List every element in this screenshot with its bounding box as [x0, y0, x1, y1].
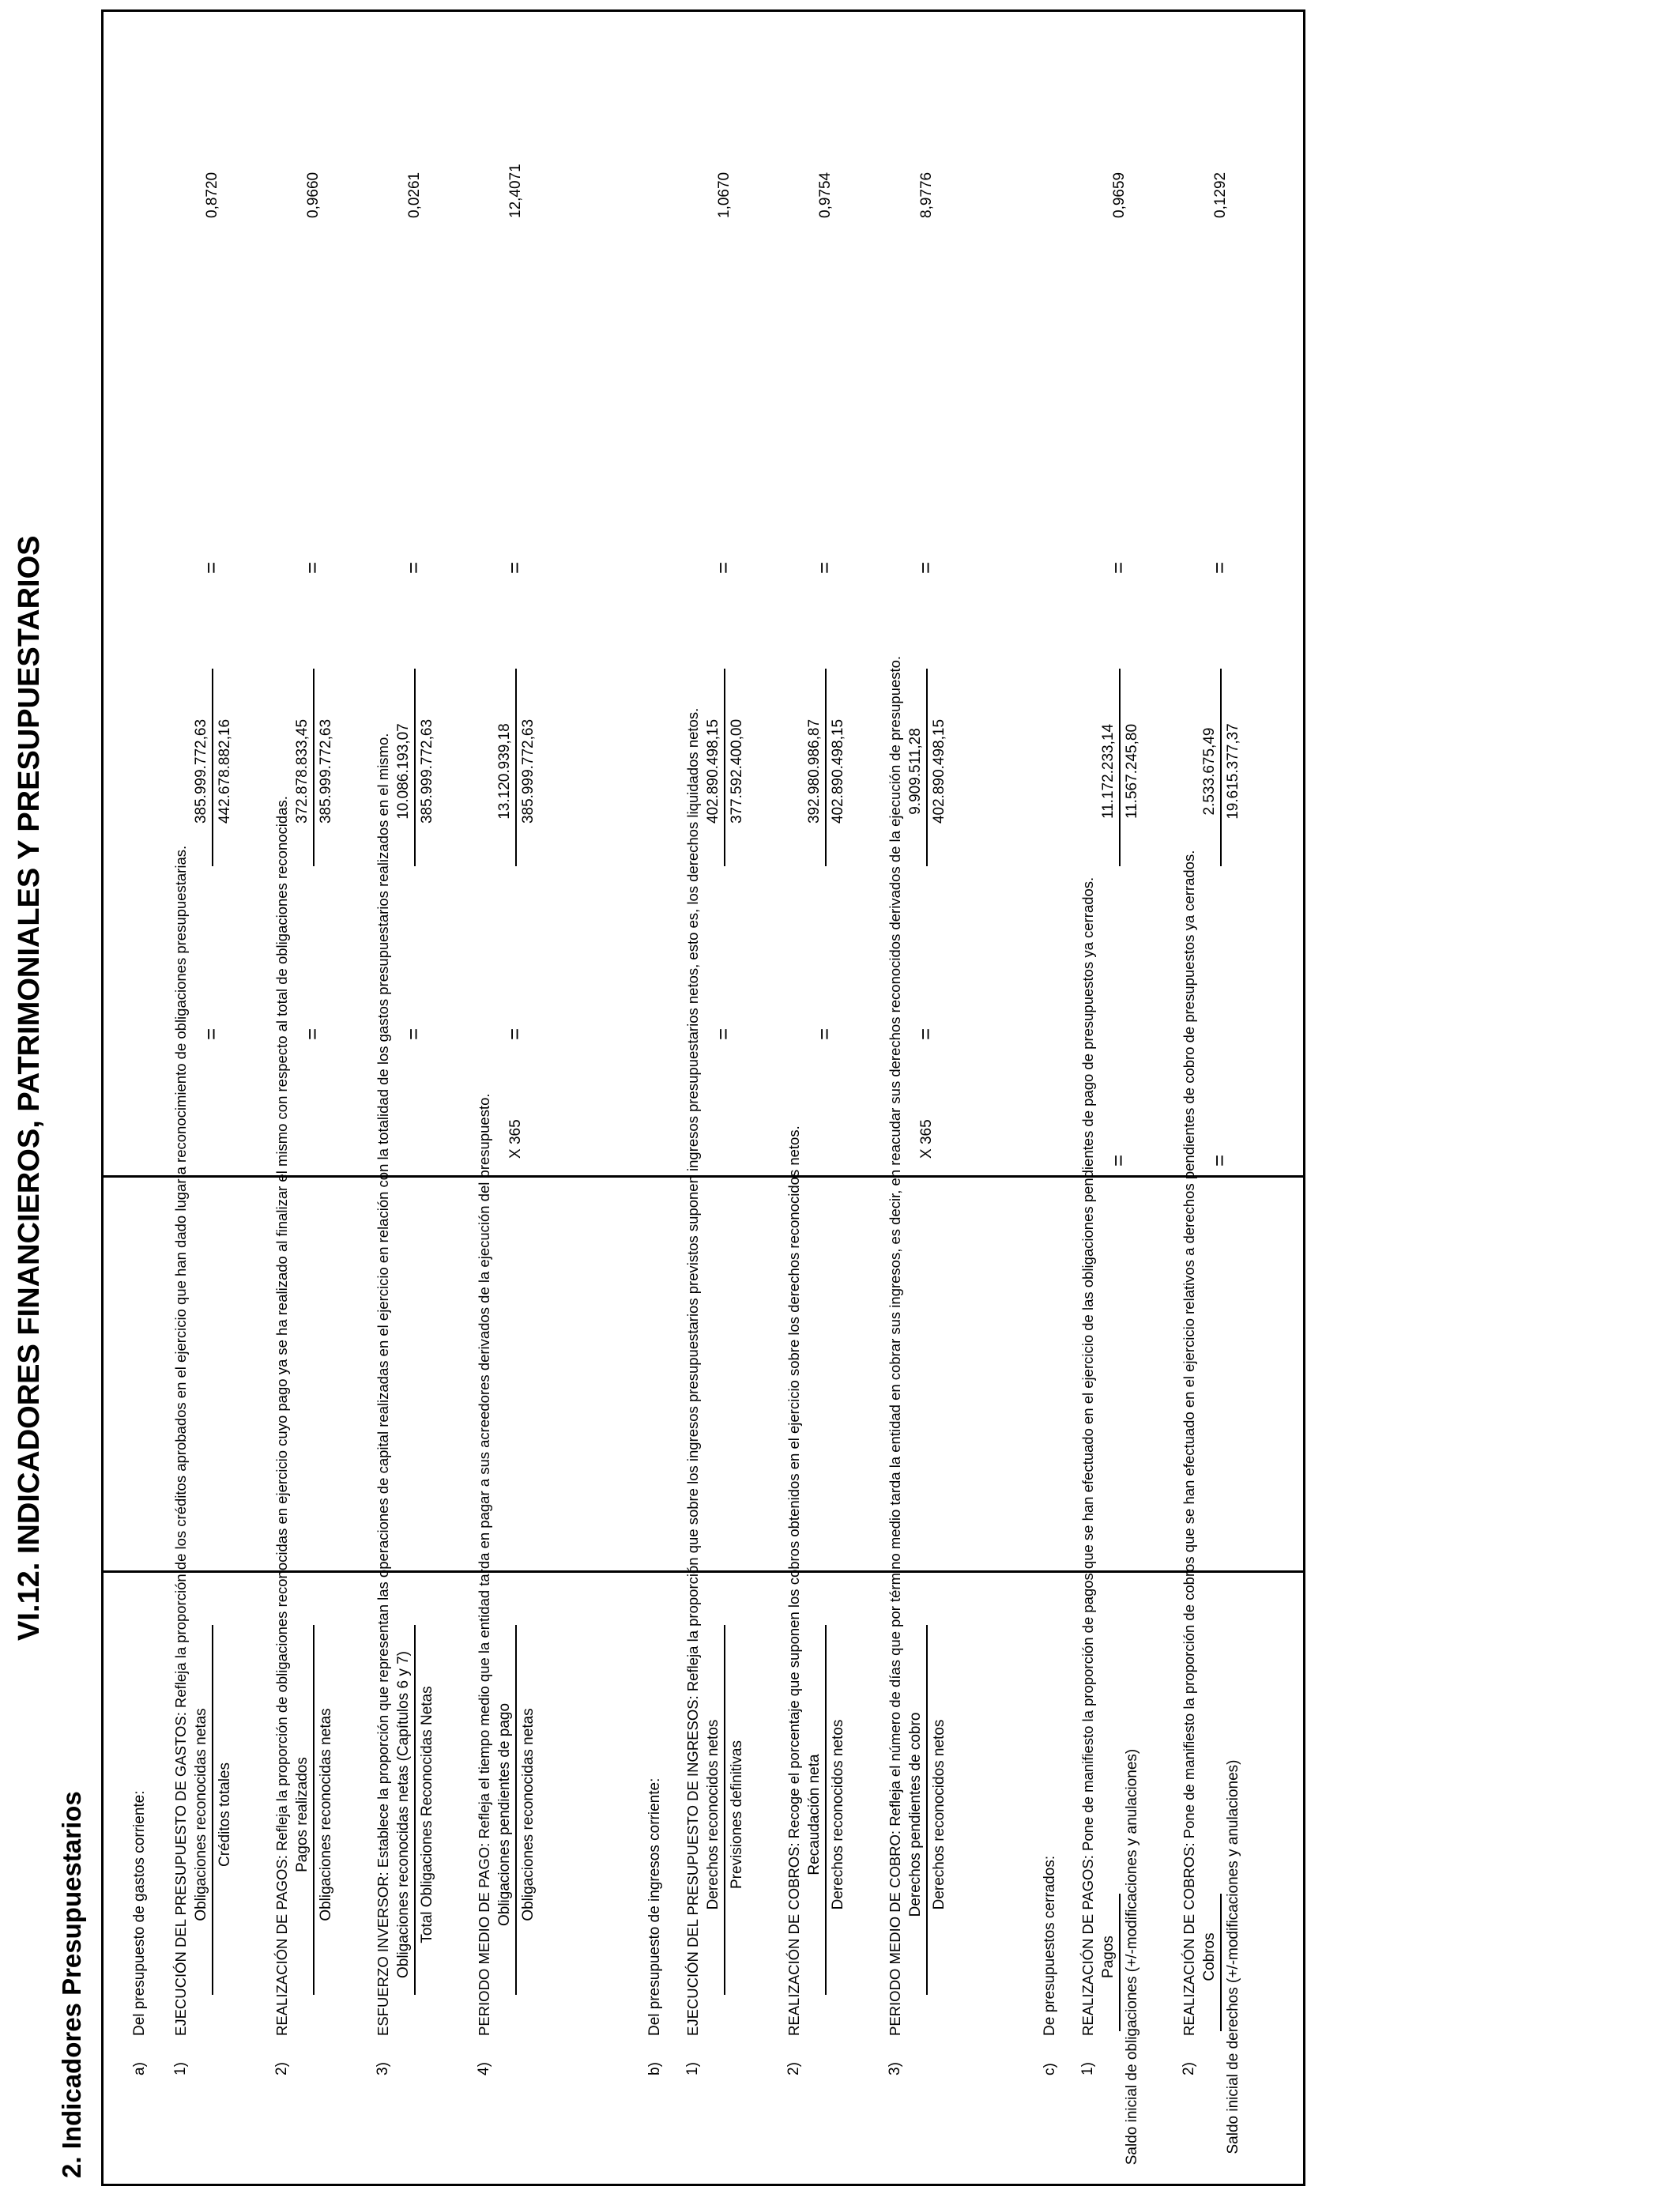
equals-sign: = — [1106, 1154, 1130, 1167]
equals-sign: = — [401, 561, 425, 574]
fraction-line-values — [313, 669, 315, 866]
denominator-label: Total Obligaciones Reconocidas Netas — [419, 1686, 435, 1943]
item-number: 4) — [476, 2062, 492, 2075]
denominator-value: 11.567.245,80 — [1124, 723, 1140, 820]
equals-sign: = — [401, 1027, 425, 1040]
fraction-line-values — [515, 669, 517, 866]
numerator-value: 9.909.511,28 — [907, 728, 924, 815]
numerator-label: Pagos realizados — [294, 1757, 311, 1872]
denominator-label: Obligaciones reconocidas netas — [520, 1708, 537, 1921]
result-value: 8,9776 — [918, 172, 935, 218]
denominator-value: 385.999.772,63 — [520, 718, 537, 824]
fraction-line-values — [1220, 669, 1222, 866]
result-value: 1,0670 — [716, 172, 733, 218]
section-letter: b) — [646, 2062, 663, 2075]
multiplier: X 365 — [507, 1119, 524, 1159]
numerator-label: Derechos pendientes de cobro — [907, 1712, 924, 1917]
result-value: 0,9659 — [1111, 172, 1128, 218]
denominator-label: Previsiones definitivas — [729, 1740, 745, 1889]
item-number: 1) — [684, 2062, 701, 2075]
numerator-label: Recaudación neta — [806, 1754, 823, 1875]
item-description: PERIODO MEDIO DE PAGO: Refleja el tiempo medio que la entidad tarda en pagar a sus acreedores derivados de la ejecución del presupuesto. — [476, 1093, 492, 2036]
section-label: Del presupuesto de ingresos corriente: — [646, 1777, 663, 2036]
fraction-line-values — [926, 669, 928, 866]
equals-sign: = — [300, 1027, 324, 1040]
fraction-line-labels — [825, 1625, 827, 1995]
numerator-value: 11.172.233,14 — [1100, 723, 1117, 820]
equals-sign: = — [503, 1027, 526, 1040]
equals-sign: = — [1207, 561, 1231, 574]
numerator-label: Derechos reconocidos netos — [705, 1719, 721, 1910]
item-description: EJECUCIÓN DEL PRESUPUESTO DE GASTOS: Refleja la proporción de los créditos aprobados en el ejercicio que han dado lugar a reconocimiento de obligaciones presupuestarias. — [172, 845, 189, 2036]
fraction-line-labels — [414, 1625, 416, 1995]
equals-sign: = — [711, 1027, 735, 1040]
fraction-line-values — [212, 669, 213, 866]
item-number: 3) — [887, 2062, 903, 2075]
equals-sign: = — [913, 1027, 937, 1040]
section-letter: a) — [131, 2062, 148, 2075]
equals-sign: = — [199, 1027, 223, 1040]
numerator-label: Obligaciones reconocidas netas (Capítulos 6 y 7) — [395, 1650, 412, 1979]
fraction-line-values — [414, 669, 416, 866]
fraction-line-labels — [212, 1625, 213, 1995]
item-number: 3) — [375, 2062, 391, 2075]
page-title: VI.12. INDICADORES FINANCIEROS, PATRIMONIALES Y PRESUPUESTARIOS — [13, 535, 46, 1641]
denominator-value: 442.678.882,16 — [217, 718, 233, 824]
numerator-value: 372.878.833,45 — [294, 718, 311, 824]
equals-sign: = — [1207, 1154, 1231, 1167]
result-value: 0,9754 — [817, 172, 834, 218]
denominator-label: Derechos reconocidos netos — [830, 1719, 846, 1910]
result-value: 0,8720 — [204, 172, 220, 218]
multiplier: X 365 — [918, 1119, 935, 1159]
item-description: REALIZACIÓN DE COBROS: Pone de manifiesto la proporción de cobros que se han efectuado en el ejercicio relativos a derechos pendientes de cobro de presupuestos ya cerrados. — [1181, 850, 1197, 2036]
denominator-value: 19.615.377,37 — [1225, 723, 1241, 820]
fraction-line-values — [724, 669, 725, 866]
numerator-label: Pagos — [1100, 1936, 1117, 1978]
equals-sign: = — [503, 561, 526, 574]
equals-sign: = — [1106, 561, 1130, 574]
section-label: De presupuestos cerrados: — [1042, 1855, 1058, 2036]
denominator-label: Obligaciones reconocidas netas — [318, 1708, 334, 1921]
equals-sign: = — [913, 561, 937, 574]
fraction-line-labels — [313, 1625, 315, 1995]
fraction-line-labels — [1119, 1894, 1121, 2031]
item-number: 2) — [273, 2062, 290, 2075]
denominator-value: 385.999.772,63 — [318, 718, 334, 824]
equals-sign: = — [199, 561, 223, 574]
section-label: Del presupuesto de gastos corriente: — [131, 1790, 148, 2036]
numerator-value: 402.890.498,15 — [705, 718, 721, 824]
denominator-value: 385.999.772,63 — [419, 718, 435, 824]
fraction-line-values — [825, 669, 827, 866]
item-description: REALIZACIÓN DE COBROS: Recoge el porcentaje que suponen los cobros obtenidos en el ejercicio sobre los derechos reconocidos netos. — [785, 1125, 802, 2036]
denominator-label: Saldo inicial de derechos (+/-modificaciones y anulaciones) — [1225, 1759, 1241, 2154]
item-description: PERIODO MEDIO DE COBRO: Refleja el número de días que por término medio tarda la entidad en cobrar sus ingresos, es decir, en reacudar sus derechos reconocidos derivados de la ejecución de presupuesto. — [887, 655, 903, 2036]
section-letter: c) — [1042, 2063, 1058, 2075]
item-number: 1) — [172, 2062, 189, 2075]
section-title: 2. Indicadores Presupuestarios — [57, 1791, 86, 2178]
equals-sign: = — [711, 561, 735, 574]
numerator-value: 13.120.939,18 — [496, 723, 513, 820]
result-value: 0,9660 — [305, 172, 322, 218]
result-value: 0,1292 — [1212, 172, 1229, 218]
denominator-value: 402.890.498,15 — [931, 718, 947, 824]
denominator-value: 402.890.498,15 — [830, 718, 846, 824]
result-value: 0,0261 — [406, 172, 423, 218]
numerator-value: 10.086.193,07 — [395, 723, 412, 820]
equals-sign: = — [812, 561, 836, 574]
numerator-label: Cobros — [1201, 1932, 1218, 1981]
item-number: 1) — [1079, 2062, 1096, 2075]
denominator-value: 377.592.400,00 — [729, 718, 745, 824]
numerator-label: Obligaciones reconocidas netas — [193, 1708, 209, 1921]
fraction-line-labels — [926, 1625, 928, 1995]
fraction-line-labels — [515, 1625, 517, 1995]
numerator-value: 2.533.675,49 — [1201, 727, 1218, 816]
item-description: REALIZACIÓN DE PAGOS: Pone de manifiesto la proporción de pagos que se han efectuado en el ejercicio de las obligaciones pendientes de pago de presupuestos ya cerrados. — [1079, 876, 1096, 2036]
item-description: EJECUCIÓN DEL PRESUPUESTO DE INGRESOS: Refleja la proporción que sobre los ingresos presupuestarios previstos suponen ingresos presupuestarios netos, esto es, los derechos liquidados netos. — [684, 707, 701, 2036]
item-number: 2) — [1181, 2062, 1197, 2075]
denominator-label: Saldo inicial de obligaciones (+/-modificaciones y anulaciones) — [1124, 1748, 1140, 2166]
denominator-label: Créditos totales — [217, 1762, 233, 1868]
fraction-line-labels — [1220, 1894, 1222, 2031]
numerator-label: Obligaciones pendientes de pago — [496, 1702, 513, 1927]
numerator-value: 392.980.986,87 — [806, 718, 823, 824]
item-description: REALIZACIÓN DE PAGOS: Refleja la proporción de obligaciones reconocidas en ejercicio cuyo pago ya se ha realizado al finalizar el mismo con respecto al total de obligaciones reconocidas. — [273, 796, 290, 2036]
item-description: ESFUERZO INVERSOR: Establece la proporción que representan las operaciones de capital realizadas en el ejercicio en relación con la totalidad de los gastos presupuestarios realizados en el mismo. — [375, 733, 391, 2036]
item-number: 2) — [785, 2062, 802, 2075]
result-value: 12,4071 — [507, 164, 524, 218]
equals-sign: = — [812, 1027, 836, 1040]
numerator-value: 385.999.772,63 — [193, 718, 209, 824]
equals-sign: = — [300, 561, 324, 574]
fraction-line-values — [1119, 669, 1121, 866]
fraction-line-labels — [724, 1625, 725, 1995]
denominator-label: Derechos reconocidos netos — [931, 1719, 947, 1910]
